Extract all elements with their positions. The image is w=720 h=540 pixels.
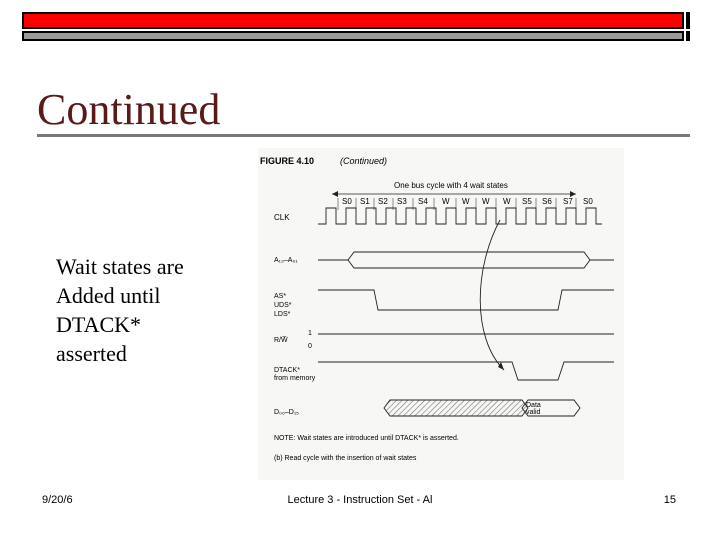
signal-uds-label: UDS* <box>274 302 292 309</box>
header-end-square-bottom <box>686 31 690 41</box>
data-valid-label-1: Data <box>526 402 541 409</box>
state-label: S5 <box>522 197 532 206</box>
header-end-square-top <box>686 12 690 29</box>
signal-address-label: A₁₃–A₀₁ <box>274 257 298 264</box>
data-valid-label-2: valid <box>526 409 541 416</box>
signal-clk-label: CLK <box>274 213 290 222</box>
data-bus-invalid-region <box>384 400 528 416</box>
state-label: S0 <box>583 197 593 206</box>
signal-as-label: AS* <box>274 293 287 300</box>
signal-rw-low: 0 <box>308 343 312 350</box>
bus-cycle-label: One bus cycle with 4 wait states <box>394 181 508 190</box>
slide-title: Continued <box>37 85 221 134</box>
figure-note: NOTE: Wait states are introduced until DTACK* is asserted. <box>274 435 459 442</box>
body-line: Added until <box>56 283 161 308</box>
signal-lds-label: LDS* <box>274 311 291 318</box>
timing-diagram-figure <box>258 148 624 480</box>
state-label: S4 <box>418 197 428 206</box>
body-line: asserted <box>56 341 127 366</box>
figure-caption-bold: FIGURE 4.10 <box>260 156 315 166</box>
footer-lecture-title: Lecture 3 - Instruction Set - Al <box>287 494 433 506</box>
gray-header-bar <box>22 31 684 41</box>
state-label: W <box>482 197 490 206</box>
state-label: W <box>503 197 511 206</box>
signal-rw-high: 1 <box>308 330 312 337</box>
state-label: S1 <box>360 197 370 206</box>
timing-diagram <box>258 148 624 480</box>
title-underline <box>37 134 690 137</box>
state-label: S7 <box>563 197 573 206</box>
state-label: S3 <box>397 197 407 206</box>
body-line: Wait states are <box>56 254 184 279</box>
state-label: S6 <box>542 197 552 206</box>
signal-rw-label: R/W̅ <box>274 337 288 344</box>
decorative-top-bars <box>22 12 690 42</box>
figure-subcaption: (b) Read cycle with the insertion of wait states <box>274 455 417 462</box>
state-label: W <box>442 197 450 206</box>
body-line: DTACK* <box>56 312 142 337</box>
state-label: S0 <box>342 197 352 206</box>
slide-body-text <box>56 252 236 368</box>
state-label: S2 <box>378 197 388 206</box>
state-label: W <box>462 197 470 206</box>
red-header-bar <box>22 12 684 29</box>
signal-dtack-source: from memory <box>274 375 316 382</box>
footer-page-number: 15 <box>663 494 676 506</box>
signal-data-label: D₀₀–D₁₅ <box>274 409 299 416</box>
figure-caption-rest: (Continued) <box>340 156 388 166</box>
footer-date: 9/20/6 <box>42 494 73 506</box>
signal-dtack-label: DTACK* <box>274 367 300 374</box>
